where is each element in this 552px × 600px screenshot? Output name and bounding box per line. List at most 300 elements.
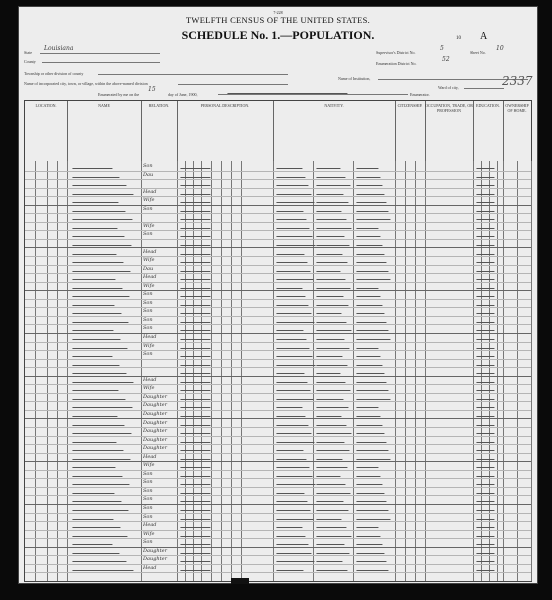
handwritten-entry <box>316 404 349 408</box>
handwritten-entry <box>180 524 211 528</box>
handwritten-entry <box>72 550 120 554</box>
handwritten-entry <box>356 430 385 434</box>
handwritten-entry <box>180 413 211 417</box>
state-value: Louisiana <box>44 45 74 52</box>
handwritten-entry <box>316 302 349 306</box>
handwritten-entry <box>180 507 211 511</box>
handwritten-entry <box>476 456 495 460</box>
handwritten-entry <box>72 319 129 323</box>
handwritten-entry <box>72 507 129 511</box>
handwritten-entry <box>476 567 495 571</box>
row-relation: Son <box>143 231 153 238</box>
handwritten-entry <box>356 362 383 366</box>
handwritten-entry <box>276 370 305 374</box>
handwritten-entry <box>356 285 379 289</box>
handwritten-entry <box>276 208 304 212</box>
row-relation: Son <box>143 205 153 212</box>
enumerator-label: Enumerator. <box>410 92 430 97</box>
col-ownership: OWNERSHIP OF HOME. <box>505 103 529 113</box>
handwritten-entry <box>476 473 495 477</box>
handwritten-entry <box>276 191 312 195</box>
handwritten-entry <box>72 413 118 417</box>
row-relation: Head <box>143 248 157 255</box>
handwritten-entry <box>276 422 309 426</box>
enumerator-signature <box>227 90 348 94</box>
handwritten-entry <box>72 533 128 537</box>
handwritten-entry <box>356 208 389 212</box>
handwritten-entry <box>356 567 389 571</box>
handwritten-entry <box>72 336 121 340</box>
handwritten-entry <box>356 379 387 383</box>
handwritten-entry <box>476 293 495 297</box>
handwritten-entry <box>276 430 312 434</box>
handwritten-entry <box>356 439 387 443</box>
handwritten-entry <box>316 242 350 246</box>
handwritten-entry <box>180 293 211 297</box>
handwritten-entry <box>356 353 381 357</box>
row-relation: Son <box>143 470 153 477</box>
handwritten-entry <box>356 481 383 485</box>
handwritten-entry <box>276 216 307 220</box>
handwritten-entry <box>276 387 311 391</box>
handwritten-entry <box>356 387 389 391</box>
handwritten-entry <box>180 251 211 255</box>
handwritten-entry <box>72 481 130 485</box>
handwritten-entry <box>356 516 391 520</box>
row-relation: Head <box>143 274 157 281</box>
handwritten-entry <box>316 208 342 212</box>
handwritten-entry <box>356 259 387 263</box>
handwritten-entry <box>180 327 211 331</box>
handwritten-entry <box>276 182 309 186</box>
handwritten-entry <box>72 353 113 357</box>
handwritten-entry <box>180 199 211 203</box>
handwritten-entry <box>316 174 346 178</box>
handwritten-entry <box>276 285 303 289</box>
handwritten-entry <box>276 353 313 357</box>
enumeration-value: 52 <box>442 56 450 63</box>
handwritten-entry <box>72 242 132 246</box>
form-number: 7-228 <box>273 10 283 15</box>
col-location: LOCATION. <box>25 101 68 161</box>
handwritten-entry <box>180 379 211 383</box>
handwritten-entry <box>476 242 495 246</box>
handwritten-entry <box>316 379 346 383</box>
handwritten-entry <box>180 439 211 443</box>
row-relation: Daughter <box>143 402 167 409</box>
handwritten-entry <box>72 516 114 520</box>
handwritten-entry <box>356 165 379 169</box>
county-label: County <box>24 59 36 64</box>
handwritten-entry <box>180 302 211 306</box>
handwritten-entry <box>476 498 495 502</box>
handwritten-entry <box>476 387 495 391</box>
handwritten-entry <box>180 310 211 314</box>
handwritten-entry <box>72 524 121 528</box>
handwritten-entry <box>476 533 495 537</box>
handwritten-entry <box>356 370 385 374</box>
handwritten-entry <box>356 302 383 306</box>
census-title: TWELFTH CENSUS OF THE UNITED STATES. <box>185 15 371 25</box>
row-relation: Daughter <box>143 410 167 417</box>
handwritten-entry <box>356 336 391 340</box>
row-relation: Son <box>143 487 153 494</box>
handwritten-entry <box>180 216 211 220</box>
handwritten-entry <box>316 498 344 502</box>
handwritten-entry <box>180 404 211 408</box>
handwritten-entry <box>476 490 495 494</box>
handwritten-entry <box>72 208 126 212</box>
handwritten-entry <box>180 447 211 451</box>
handwritten-entry <box>476 302 495 306</box>
handwritten-entry <box>316 447 350 451</box>
county-fill-line <box>42 56 160 63</box>
handwritten-entry <box>316 533 352 537</box>
row-relation: Head <box>143 188 157 195</box>
handwritten-entry <box>316 285 351 289</box>
handwritten-entry <box>316 276 346 280</box>
handwritten-entry <box>316 345 350 349</box>
row-relation: Wife <box>143 222 155 229</box>
handwritten-entry <box>356 422 383 426</box>
row-relation: Son <box>143 316 153 323</box>
ward-fill-line <box>464 82 504 89</box>
col-relation: RELATION. <box>141 101 178 161</box>
row-relation: Wife <box>143 197 155 204</box>
row-relation: Son <box>143 496 153 503</box>
handwritten-entry <box>316 310 342 314</box>
handwritten-entry <box>316 558 343 562</box>
handwritten-entry <box>316 362 348 366</box>
handwritten-entry <box>180 174 211 178</box>
handwritten-entry <box>276 233 313 237</box>
handwritten-entry <box>356 225 379 229</box>
handwritten-entry <box>476 379 495 383</box>
handwritten-entry <box>72 567 134 571</box>
handwritten-entry <box>316 182 351 186</box>
handwritten-entry <box>476 516 495 520</box>
row-relation: Wife <box>143 385 155 392</box>
handwritten-entry <box>476 225 495 229</box>
handwritten-entry <box>276 541 309 545</box>
handwritten-entry <box>72 302 115 306</box>
handwritten-entry <box>356 191 385 195</box>
handwritten-entry <box>180 370 211 374</box>
handwritten-entry <box>180 550 211 554</box>
handwritten-entry <box>356 507 389 511</box>
row-relation: Son <box>143 351 153 358</box>
handwritten-entry <box>72 447 124 451</box>
handwritten-entry <box>476 464 495 468</box>
handwritten-entry <box>72 473 123 477</box>
handwritten-entry <box>316 225 352 229</box>
handwritten-entry <box>276 327 304 331</box>
handwritten-entry <box>276 498 308 502</box>
handwritten-entry <box>276 165 303 169</box>
handwritten-entry <box>276 259 308 263</box>
handwritten-entry <box>72 259 124 263</box>
handwritten-entry <box>356 293 381 297</box>
handwritten-entry <box>180 191 211 195</box>
handwritten-entry <box>276 302 309 306</box>
handwritten-entry <box>72 498 122 502</box>
handwritten-entry <box>72 422 125 426</box>
handwritten-entry <box>356 251 385 255</box>
handwritten-entry <box>72 456 131 460</box>
handwritten-entry <box>476 558 495 562</box>
handwritten-entry <box>180 259 211 263</box>
township-fill-line <box>98 68 288 75</box>
handwritten-entry <box>72 276 116 280</box>
handwritten-entry <box>180 182 211 186</box>
table-row <box>25 564 531 574</box>
row-relation: Head <box>143 564 157 571</box>
handwritten-entry <box>316 490 351 494</box>
handwritten-entry <box>180 558 211 562</box>
handwritten-entry <box>356 558 387 562</box>
handwritten-entry <box>276 516 314 520</box>
schedule-title: SCHEDULE No. 1.—POPULATION. <box>181 28 375 42</box>
handwritten-entry <box>72 225 118 229</box>
handwritten-entry <box>316 473 341 477</box>
handwritten-entry <box>276 268 311 272</box>
handwritten-entry <box>356 498 387 502</box>
handwritten-entry <box>316 481 346 485</box>
handwritten-entry <box>476 439 495 443</box>
row-relation: Son <box>143 325 153 332</box>
handwritten-entry <box>180 456 211 460</box>
handwritten-entry <box>356 541 383 545</box>
handwritten-entry <box>356 396 391 400</box>
handwritten-entry <box>72 233 125 237</box>
handwritten-entry <box>72 396 126 400</box>
handwritten-entry <box>276 199 315 203</box>
handwritten-entry <box>72 430 132 434</box>
handwritten-entry <box>72 182 127 186</box>
handwritten-entry <box>356 174 381 178</box>
row-relation: Son <box>143 291 153 298</box>
handwritten-entry <box>316 387 351 391</box>
enumerated-label: Enumerated by me on the <box>98 92 140 97</box>
handwritten-entry <box>316 251 343 255</box>
handwritten-entry <box>276 242 316 246</box>
handwritten-entry <box>316 541 345 545</box>
handwritten-entry <box>356 473 381 477</box>
row-relation: Head <box>143 522 157 529</box>
handwritten-entry <box>476 345 495 349</box>
handwritten-entry <box>356 242 383 246</box>
handwritten-entry <box>316 233 345 237</box>
handwritten-entry <box>476 216 495 220</box>
handwritten-entry <box>316 550 350 554</box>
handwritten-entry <box>180 533 211 537</box>
enumerated-day: 15 <box>148 86 156 93</box>
handwritten-entry <box>276 310 312 314</box>
handwritten-entry <box>356 276 391 280</box>
handwritten-entry <box>316 268 341 272</box>
handwritten-entry <box>476 182 495 186</box>
handwritten-entry <box>276 524 303 528</box>
handwritten-entry <box>276 490 305 494</box>
row-relation: Daughter <box>143 445 167 452</box>
row-relation: Wife <box>143 257 155 264</box>
handwritten-entry <box>476 396 495 400</box>
row-relation: Son <box>143 513 153 520</box>
handwritten-entry <box>476 165 495 169</box>
row-relation: Son <box>143 308 153 315</box>
handwritten-entry <box>72 345 128 349</box>
handwritten-entry <box>356 533 381 537</box>
population-table <box>24 100 532 582</box>
handwritten-entry <box>316 567 348 571</box>
row-relation: Son <box>143 299 153 306</box>
handwritten-entry <box>316 430 352 434</box>
handwritten-entry <box>180 336 211 340</box>
supervisor-value: 5 <box>440 45 444 52</box>
row-relation: Dau <box>143 171 154 178</box>
row-relation: Son <box>143 479 153 486</box>
handwritten-entry <box>476 370 495 374</box>
ward-label: Ward of city, <box>438 85 459 90</box>
handwritten-entry <box>276 473 313 477</box>
handwritten-entry <box>476 507 495 511</box>
handwritten-entry <box>180 430 211 434</box>
handwritten-entry <box>276 533 306 537</box>
handwritten-entry <box>276 293 306 297</box>
handwritten-entry <box>72 362 120 366</box>
handwritten-entry <box>476 362 495 366</box>
handwritten-entry <box>316 524 347 528</box>
handwritten-entry <box>180 208 211 212</box>
handwritten-entry <box>316 191 344 195</box>
row-relation: Daughter <box>143 428 167 435</box>
handwritten-entry <box>276 558 315 562</box>
row-relation: Head <box>143 334 157 340</box>
handwritten-entry <box>72 370 127 374</box>
handwritten-entry <box>476 259 495 263</box>
handwritten-entry <box>476 251 495 255</box>
handwritten-entry <box>180 387 211 391</box>
handwritten-entry <box>356 413 381 417</box>
col-nativity: NATIVITY. <box>273 101 396 161</box>
row-relation: Daughter <box>143 393 167 400</box>
handwritten-entry <box>476 413 495 417</box>
col-name: NAME <box>67 101 142 161</box>
handwritten-entry <box>180 567 211 571</box>
handwritten-entry <box>276 456 307 460</box>
row-relation: Wife <box>143 282 155 289</box>
supervisor-label: Supervisor's District No. <box>376 50 416 55</box>
day-of-june-label: day of June, 1900, <box>168 92 198 97</box>
handwritten-entry <box>72 490 115 494</box>
handwritten-entry <box>316 396 344 400</box>
handwritten-entry <box>356 404 379 408</box>
handwritten-entry <box>276 464 310 468</box>
handwritten-entry <box>72 174 120 178</box>
col-citizenship: CITIZENSHIP. <box>395 101 426 161</box>
handwritten-entry <box>276 225 310 229</box>
row-relation: Daughter <box>143 436 167 443</box>
handwritten-entry <box>72 310 122 314</box>
handwritten-entry <box>316 336 345 340</box>
handwritten-entry <box>476 550 495 554</box>
handwritten-entry <box>316 199 349 203</box>
handwritten-entry <box>476 447 495 451</box>
row-relation: Wife <box>143 342 155 349</box>
handwritten-entry <box>356 464 379 468</box>
handwritten-entry <box>316 422 347 426</box>
handwritten-entry <box>316 456 343 460</box>
row-relation: Wife <box>143 462 155 469</box>
sheet-no-value: 10 <box>496 45 504 52</box>
handwritten-entry <box>316 327 352 331</box>
handwritten-entry <box>476 285 495 289</box>
page-number: 10 <box>456 36 461 41</box>
handwritten-entry <box>476 481 495 485</box>
handwritten-entry <box>476 276 495 280</box>
page-stamp: 2337 <box>502 74 533 88</box>
sheet-letter: A <box>480 31 488 42</box>
handwritten-entry <box>276 404 303 408</box>
handwritten-entry <box>316 464 348 468</box>
handwritten-entry <box>356 550 385 554</box>
handwritten-entry <box>72 268 131 272</box>
handwritten-entry <box>72 541 113 545</box>
handwritten-entry <box>180 396 211 400</box>
handwritten-entry <box>356 310 385 314</box>
handwritten-entry <box>72 327 114 331</box>
handwritten-entry <box>356 524 379 528</box>
row-relation: Daughter <box>143 556 167 563</box>
handwritten-entry <box>276 413 306 417</box>
handwritten-entry <box>316 319 347 323</box>
row-relation: Son <box>143 539 153 546</box>
handwritten-entry <box>276 550 312 554</box>
handwritten-entry <box>316 516 342 520</box>
handwritten-entry <box>180 353 211 357</box>
handwritten-entry <box>356 345 379 349</box>
handwritten-entry <box>276 507 311 511</box>
handwritten-entry <box>276 481 316 485</box>
handwritten-entry <box>276 567 304 571</box>
census-sheet <box>18 6 538 584</box>
handwritten-entry <box>276 439 315 443</box>
handwritten-entry <box>72 191 134 195</box>
handwritten-entry <box>476 524 495 528</box>
handwritten-entry <box>276 396 314 400</box>
handwritten-entry <box>72 558 127 562</box>
handwritten-entry <box>180 498 211 502</box>
handwritten-entry <box>180 345 211 349</box>
handwritten-entry <box>72 404 133 408</box>
row-relation: Daughter <box>143 547 167 554</box>
handwritten-entry <box>476 199 495 203</box>
handwritten-entry <box>476 233 495 237</box>
handwritten-entry <box>316 439 345 443</box>
handwritten-entry <box>476 404 495 408</box>
handwritten-entry <box>72 379 134 383</box>
handwritten-entry <box>72 285 123 289</box>
handwritten-entry <box>180 473 211 477</box>
handwritten-entry <box>180 285 211 289</box>
handwritten-entry <box>356 456 391 460</box>
handwritten-entry <box>316 353 343 357</box>
handwritten-entry <box>276 345 310 349</box>
handwritten-entry <box>276 336 307 340</box>
handwritten-entry <box>476 310 495 314</box>
handwritten-entry <box>276 379 308 383</box>
handwritten-entry <box>476 268 495 272</box>
